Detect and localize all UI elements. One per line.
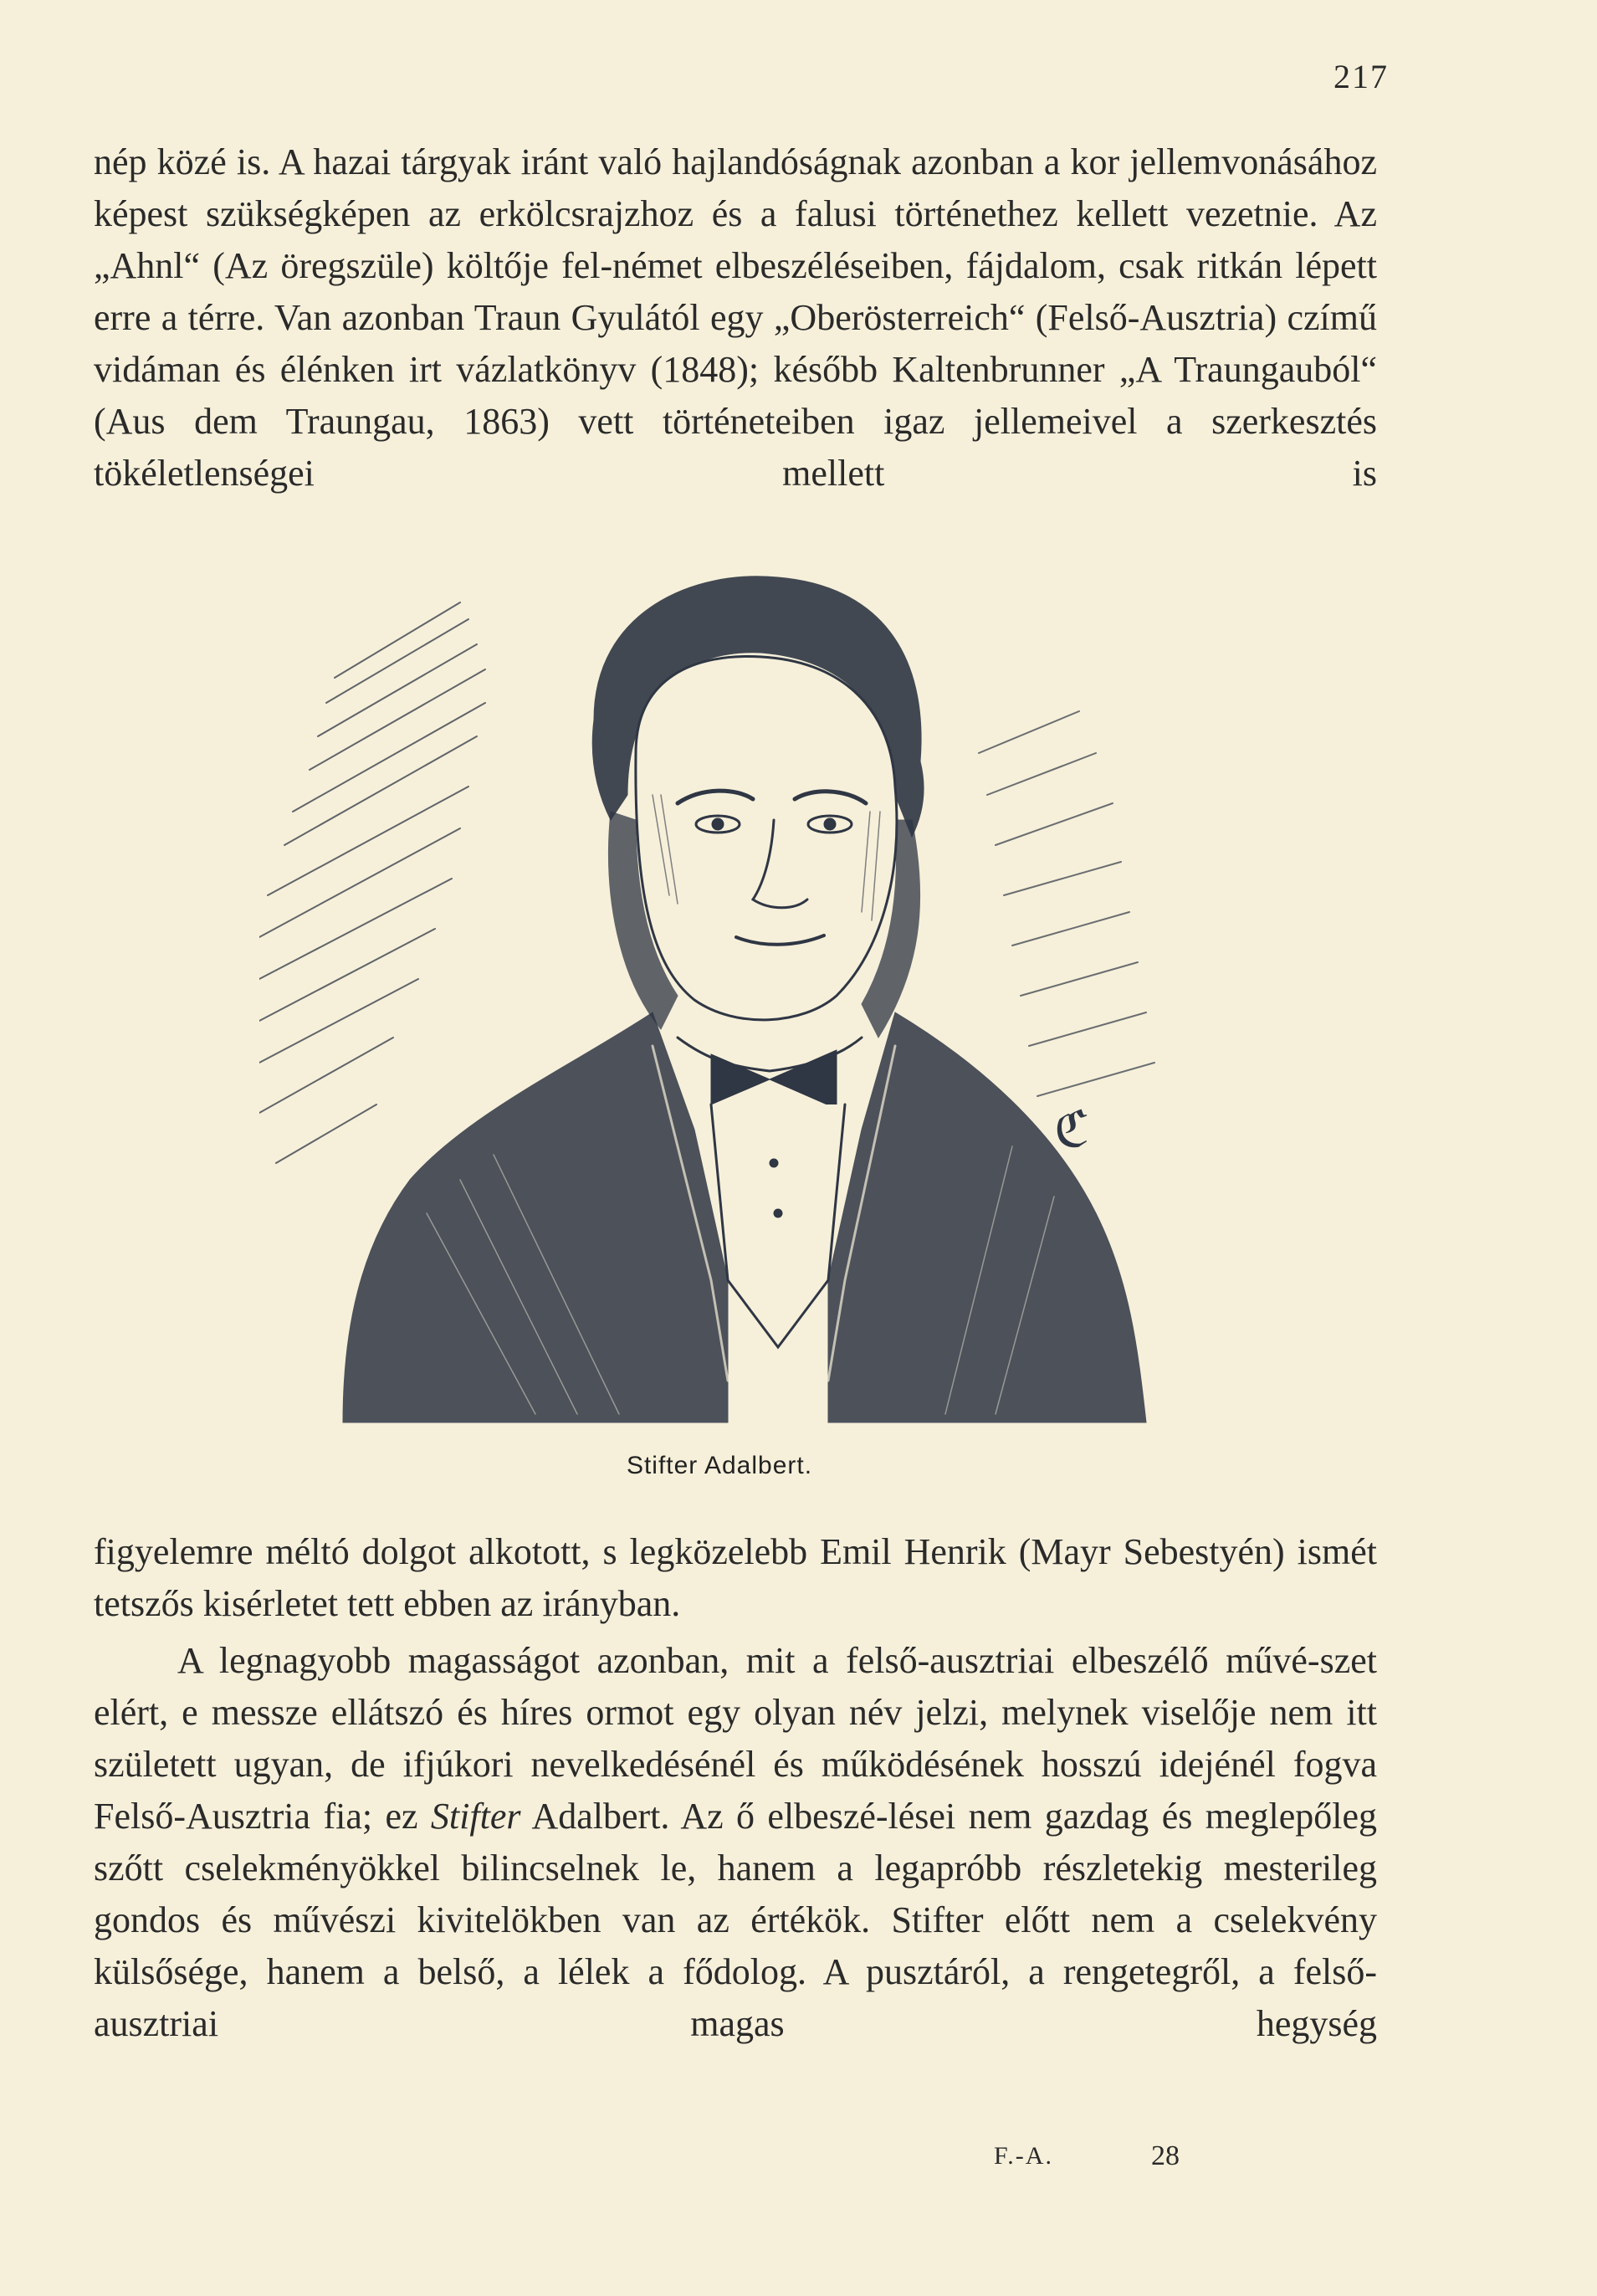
page-number: 217 — [1333, 58, 1389, 95]
portrait-caption: Stifter Adalbert. — [626, 1452, 813, 1479]
shirt — [711, 1104, 845, 1347]
background-hatching-right — [979, 711, 1154, 1096]
footer-sheet-number: 28 — [1151, 2140, 1180, 2171]
engraver-mark: ℭ — [1054, 1102, 1090, 1157]
italic-name: Stifter — [430, 1796, 521, 1837]
paragraph-bottom-text-2: Adalbert. Az ő elbeszé-lései nem gazdag és meglepőleg szőtt cselekményökkel bilincselnek le, hanem a legapróbb részletekig mesterileg gondos és művészi kivitelökben van az értékök. Stifter előtt nem a cselekvény külsősége, hanem a belső, a lélek a fődolog. A pusztáról, a rengetegről, a felső-ausztriai magas hegység — [94, 1796, 1377, 2044]
paragraph-bottom-text-1: A legnagyobb magasságot azonban, mit a felső-ausztriai elbeszélő művé-szet elért, e messze ellátszó és híres ormot egy olyan név jelzi, melynek viselője nem itt született ugyan, de ifjúkori nevelkedésénél és működésének hosszú idejénél fogva Felső-Ausztria fia; ez — [94, 1640, 1377, 1837]
face — [636, 656, 897, 1019]
coat — [343, 1012, 728, 1422]
background-hatching-left — [259, 602, 485, 1163]
portrait-engraving — [259, 544, 1230, 1439]
bow-tie — [711, 1050, 837, 1109]
paragraph-bottom — [94, 1635, 1377, 2050]
paragraph-middle: figyelemre méltó dolgot alkotott, s legközelebb Emil Henrik (Mayr Sebestyén) ismét tetszős kisérletet tett ebben az irányban. — [94, 1531, 1377, 1624]
paragraph-top: nép közé is. A hazai tárgyak iránt való hajlandóságnak azonban a kor jellemvonásához képest szükségképen az erkölcsrajzhoz és a falusi történethez kellett vezetnie. Az „Ahnl“ (Az öregszüle) költője fel-német elbeszéléseiben, fájdalom, csak ritkán lépett erre a térre. Van azonban Traun Gyulától egy „Oberösterreich“ (Felső-Ausztria) czímű vidáman és élénken irt vázlatkönyv (1848); később Kaltenbrunner „A Traungauból“ (Aus dem Traungau, 1863) vett történeteiben igaz jellemeivel a szerkesztés tökéletlenségei mellett is — [94, 141, 1377, 494]
footer-signature: F.-A. — [994, 2142, 1053, 2170]
